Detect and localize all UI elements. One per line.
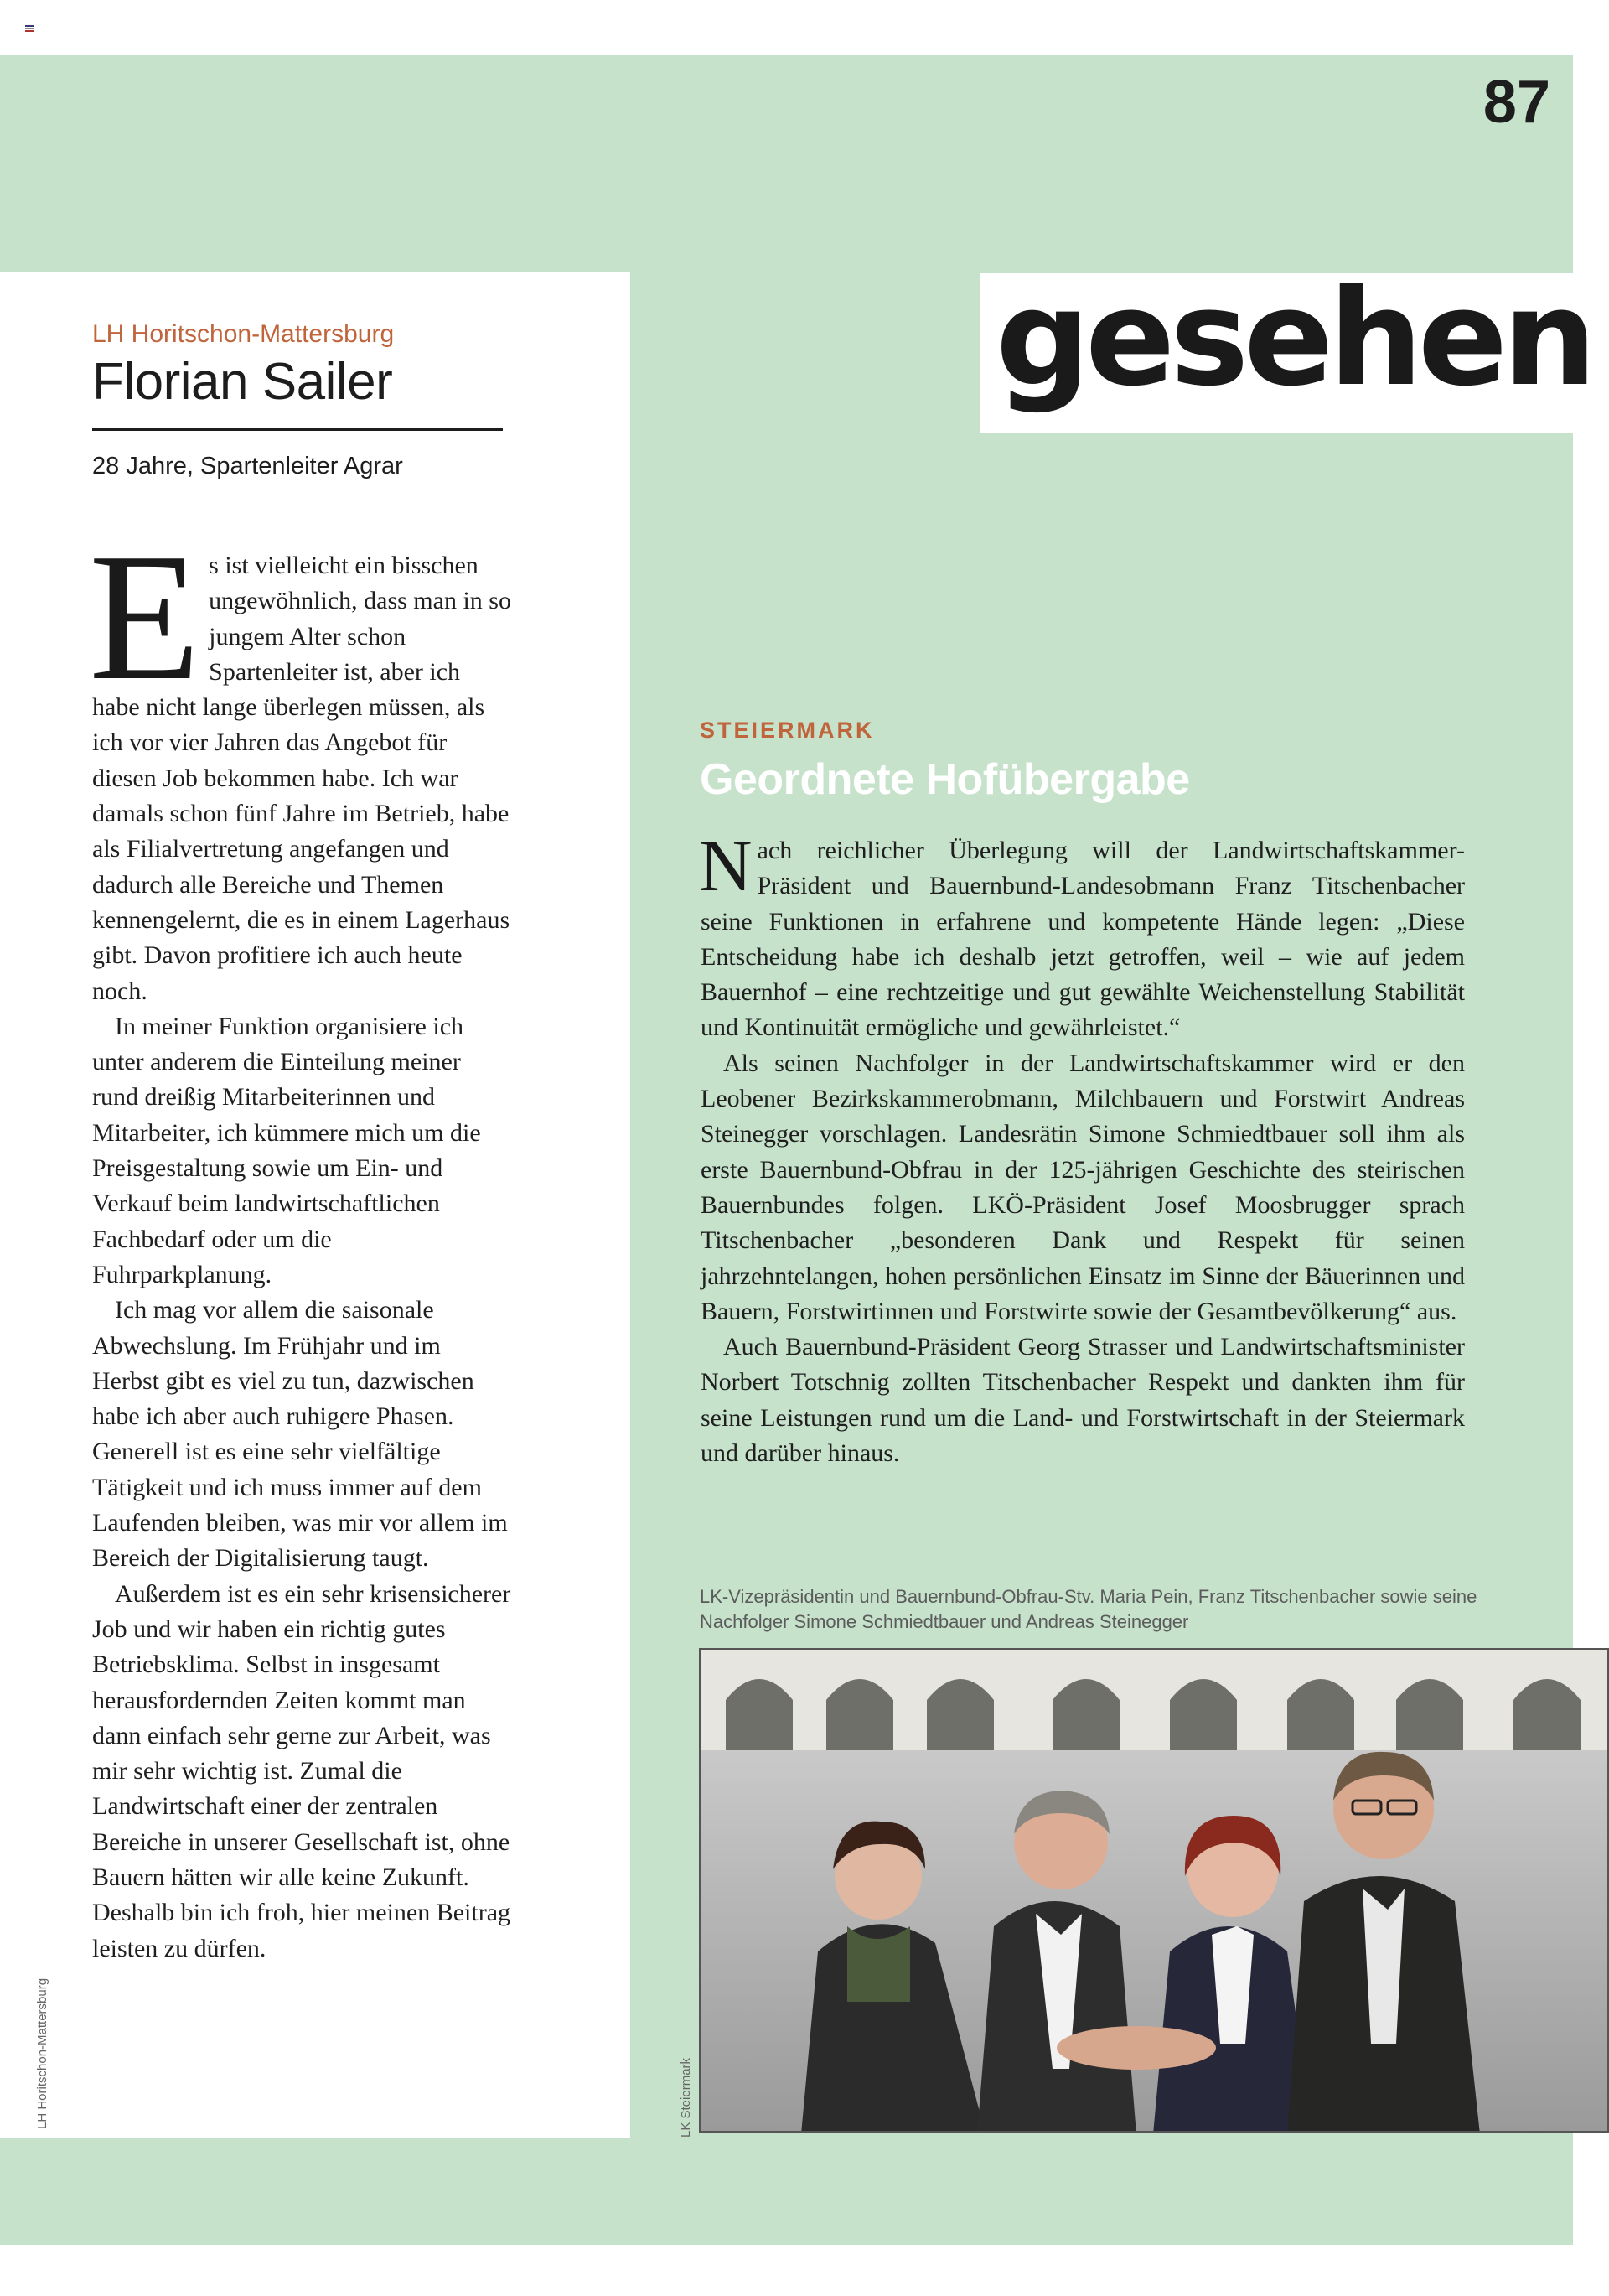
profile-kicker: LH Horitschon-Mattersburg xyxy=(92,320,395,348)
page-number: 87 xyxy=(1482,69,1550,136)
article-paragraph: Auch Bauernbund-Präsident Georg Strasser und Landwirtschaftsminister Norbert Totschnig zollten Titschenbacher Respekt und dankten ihm für seine Leistungen rund um die Land- und Forstwirtschaft in der Steiermark und darüber hinaus. xyxy=(701,1333,1465,1468)
profile-paragraph: Ich mag vor allem die saisonale Abwechslung. Im Frühjahr und im Herbst gibt es viel zu tun, dazwischen habe ich aber auch ruhigere Phasen. Generell ist es eine sehr vielfältige Tätigkeit und ich muss immer auf dem Laufenden bleiben, was mir vor allem im Bereich der Digitalisierung taugt. xyxy=(92,1296,508,1573)
section-title: gesehen xyxy=(996,262,1592,416)
article-headline: Geordnete Hofübergabe xyxy=(700,755,1190,804)
profile-name: Florian Sailer xyxy=(92,353,393,411)
profile-paragraph: In meiner Funktion organisiere ich unter anderem die Einteilung meiner rund dreißig Mitarbeiterinnen und Mitarbeiter, ich kümmere mich um die Preisgestaltung sowie um Ein- und Verkauf beim landwirtschaftlichen Fachbedarf oder um die Fuhrparkplanung. xyxy=(92,1012,481,1288)
profile-subtitle: 28 Jahre, Spartenleiter Agrar xyxy=(92,453,403,479)
article-paragraph: Nach reichlicher Überlegung will der Landwirtschaftskammer-Präsident und Bauernbund-Landesobmann Franz Titschenbacher seine Funktionen in erfahrene und kompetente Hände legen: „Diese Entscheidung habe ich deshalb jetzt getroffen, weil – wie auf jedem Bauernhof – eine rechtzeitige und gut gewählte Weichenstellung Stabilität und Kontinuität ermögliche und gewährleistet.“ xyxy=(699,826,1465,1042)
profile-paragraph: Es ist vielleicht ein bisschen ungewöhnlich, dass man in so jungem Alter schon Spartenleiter ist, aber ich habe nicht lange überlegen müssen, als ich vor vier Jahren das Angebot für diesen Job bekommen habe. Ich war damals schon fünf Jahre im Betrieb, habe als Filialvertretung angefangen und dadurch alle Bereiche und Themen kennengelernt, die es in einem Lagerhaus gibt. Davon profitiere ich auch heute noch. xyxy=(89,516,511,1005)
profile-paragraph: Außerdem ist es ein sehr krisensicherer Job und wir haben ein richtig gutes Betriebsklima. Selbst in insgesamt herausfordernden Zeiten kommt man dann einfach sehr gerne zur Arbeit, was mir sehr wichtig ist. Zumal die Landwirtschaft einer der zentralen Bereiche in unserer Gesellschaft ist, ohne Bauern hätten wir alle keine Zukunft. Deshalb bin ich froh, hier meinen Beitrag leisten zu dürfen. xyxy=(92,1579,511,1962)
profile-divider xyxy=(92,428,503,431)
article-body xyxy=(699,826,1465,1471)
article-kicker: STEIERMARK xyxy=(700,718,875,743)
page-marker-icon xyxy=(25,25,34,32)
article-paragraph: Als seinen Nachfolger in der Landwirtschaftskammer wird er den Leobener Bezirkskammerobmann, Milchbauern und Forstwirt Andreas Steinegger vorschlagen. Landesrätin Simone Schmiedtbauer soll ihm als erste Bauernbund-Obfrau in der 125-jährigen Geschichte des steirischen Bauernbundes folgen. LKÖ-Präsident Josef Moosbrugger sprach Titschenbacher „besonderen Dank und Respekt für seinen jahrzehntelangen, hohen persönlichen Einsatz im Sinne der Bäuerinnen und Bauern, Forstwirtinnen und Forstwirte sowie der Gesamtbevölkerung“ aus. xyxy=(701,1049,1465,1325)
group-photo xyxy=(699,1648,1609,2133)
profile-dropcap: E xyxy=(89,516,201,718)
article-dropcap: N xyxy=(699,826,753,907)
group-photo-illustration xyxy=(701,1650,1609,2133)
photo-caption: LK-Vizepräsidentin und Bauernbund-Obfrau-Stv. Maria Pein, Franz Titschenbacher sowie seine Nachfolger Simone Schmiedtbauer und Andreas Steinegger xyxy=(700,1586,1477,1632)
article-photo-credit: LK Steiermark xyxy=(679,2057,693,2138)
profile-body xyxy=(89,516,511,1967)
profile-photo-credit: LH Horitschon-Mattersburg xyxy=(35,1977,49,2129)
